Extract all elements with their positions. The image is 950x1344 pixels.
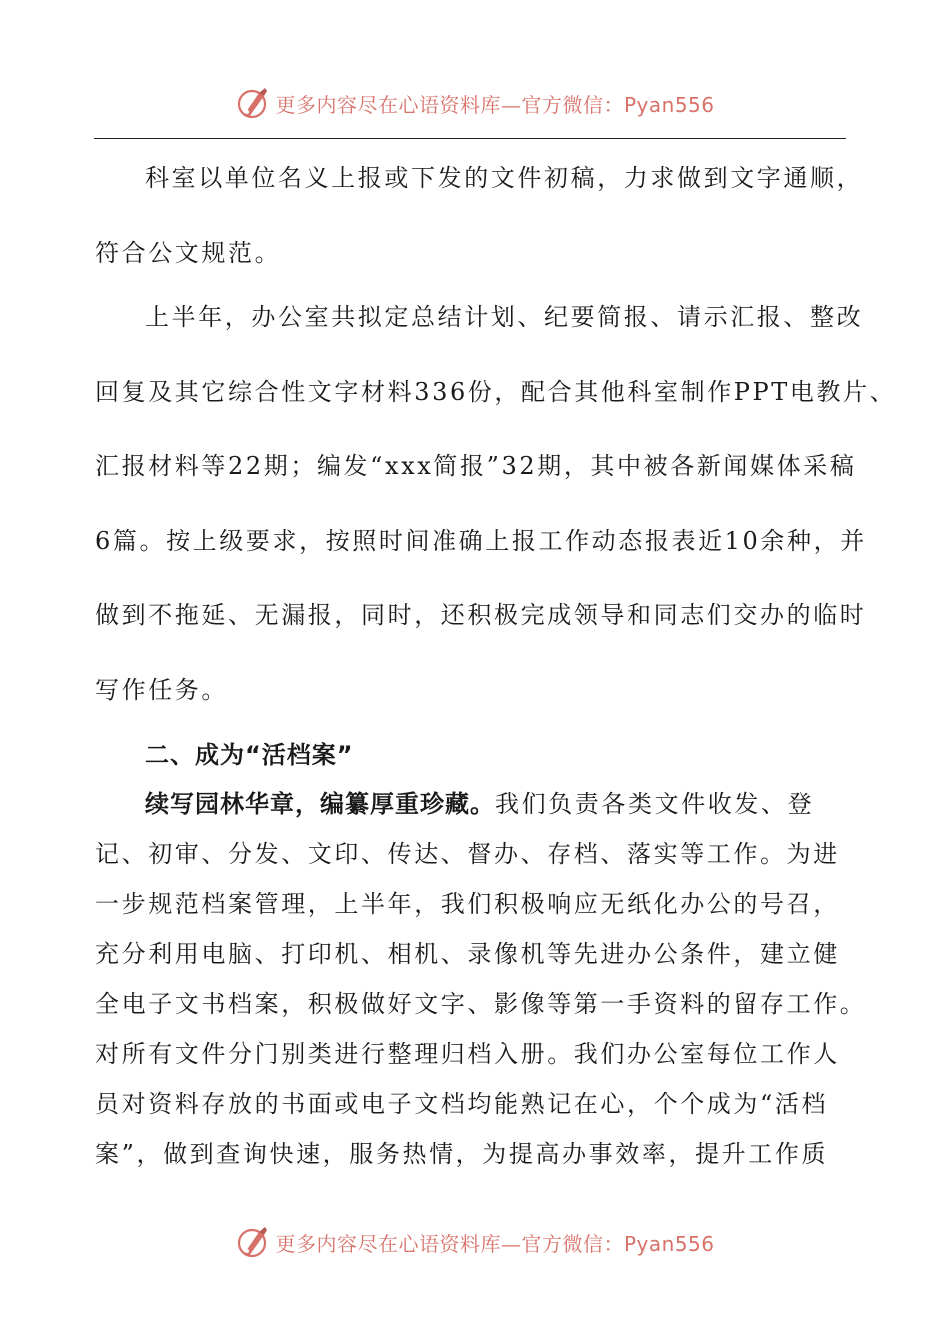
section-line-5: 全电子文书档案，积极做好文字、影像等第一手资料的留存工作。 (95, 990, 867, 1018)
banner-text (275, 1228, 714, 1257)
text-line-7: 做到不拖延、无漏报，同时，还积极完成领导和同志们交办的临时 (95, 601, 867, 629)
section-line-4: 充分利用电脑、打印机、相机、录像机等先进办公条件，建立健 (95, 940, 840, 968)
banner-wechat-id: Pyan556 (623, 92, 715, 117)
section-line-3: 一步规范档案管理，上半年，我们积极响应无纸化办公的号召， (95, 890, 840, 918)
section-heading: 二、成为“活档案” (145, 741, 354, 769)
banner-label: 官方微信： (521, 1231, 624, 1256)
banner-wechat-id: Pyan556 (623, 1231, 715, 1256)
section-line-8: 案”，做到查询快速，服务热情，为提高办事效率，提升工作质 (95, 1140, 829, 1168)
text-line-4: 回复及其它综合性文字材料336份，配合其他科室制作PPT电教片、 (95, 378, 897, 406)
header-banner (0, 78, 950, 128)
banner-text (275, 89, 714, 118)
section-line-6: 对所有文件分门别类进行整理归档入册。我们办公室每位工作人 (95, 1040, 840, 1068)
text-line-6: 6篇。按上级要求，按照时间准确上报工作动态报表近10余种，并 (95, 527, 867, 555)
text-line-5: 汇报材料等22期；编发“xxx简报”32期，其中被各新闻媒体采稿 (95, 452, 857, 480)
text-line-8: 写作任务。 (95, 676, 228, 704)
text-line-3: 上半年，办公室共拟定总结计划、纪要简报、请示汇报、整改 (145, 303, 864, 331)
pen-logo-icon (235, 85, 271, 121)
text-line-1: 科室以单位名义上报或下发的文件初稿，力求做到文字通顺， (145, 164, 864, 192)
footer-banner (0, 1217, 950, 1267)
section-line-1 (145, 789, 855, 819)
pen-logo-icon (235, 1224, 271, 1260)
banner-main-text: 更多内容尽在心语资料库 (275, 92, 501, 117)
header-rule (94, 138, 846, 139)
text-line-2: 符合公文规范。 (95, 239, 282, 267)
section-line-1-text: 我们负责各类文件收发、登 (495, 790, 815, 818)
section-line-7: 员对资料存放的书面或电子文档均能熟记在心，个个成为“活档 (95, 1090, 829, 1118)
section-lead-bold: 续写园林华章，编纂厚重珍藏。 (145, 790, 495, 818)
banner-dash: — (500, 92, 522, 117)
section-line-2: 记、初审、分发、文印、传达、督办、存档、落实等工作。为进 (95, 840, 840, 868)
banner-label: 官方微信： (521, 92, 624, 117)
banner-dash: — (500, 1231, 522, 1256)
banner-main-text: 更多内容尽在心语资料库 (275, 1231, 501, 1256)
